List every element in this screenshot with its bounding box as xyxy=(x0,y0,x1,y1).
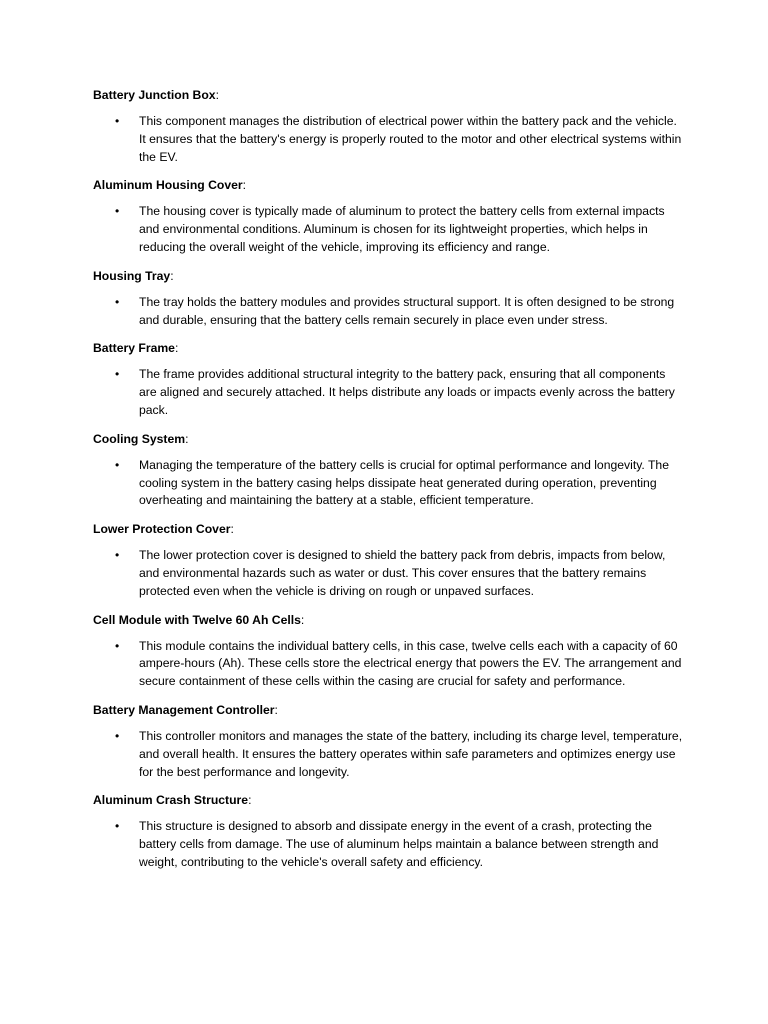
section-title-colon: : xyxy=(185,431,189,446)
list-item xyxy=(93,366,683,419)
list-item-text: Managing the temperature of the battery cells is crucial for optimal performance and longevity. The cooling system in the battery casing helps dissipate heat generated during operation, preventing overheating and maintaining the battery at a stable, efficient temperature. xyxy=(139,457,669,508)
list-item xyxy=(93,294,683,330)
section-title-colon: : xyxy=(242,178,247,193)
list-item-text: This module contains the individual battery cells, in this case, twelve cells each with a capacity of 60 ampere-hours (Ah). These cells store the electrical energy that powers the EV. The arrangement and secure containment of these cells within the casing are crucial for safety and performance. xyxy=(139,638,682,689)
section-heading xyxy=(93,431,683,448)
section-heading xyxy=(93,340,683,357)
bullet-list xyxy=(93,818,683,871)
list-item-text: This controller monitors and manages the state of the battery, including its charge level, temperature, and overall health. It ensures the battery operates within safe parameters and optimizes energy use for the best performance and longevity. xyxy=(139,728,683,779)
bullet-icon: • xyxy=(115,728,120,743)
list-item-text: This structure is designed to absorb and dissipate energy in the event of a crash, protecting the battery cells from damage. The use of aluminum helps maintain a balance between strength and weight, contributing to the vehicle's overall safety and efficiency. xyxy=(139,819,659,869)
bullet-list xyxy=(93,728,683,781)
list-item xyxy=(93,203,683,256)
section-battery-junction-box xyxy=(93,87,683,166)
bullet-icon: • xyxy=(115,638,120,653)
section-title: Aluminum Crash Structure xyxy=(93,793,249,808)
bullet-icon: • xyxy=(115,548,120,563)
bullet-list xyxy=(93,294,683,330)
list-item-text: The frame provides additional structural integrity to the battery pack, ensuring that all components are aligned and securely attached. It helps distribute any loads or impacts evenly across the battery pack. xyxy=(139,367,675,417)
bullet-icon: • xyxy=(115,457,120,472)
section-heading xyxy=(93,521,683,538)
section-housing-tray xyxy=(93,268,683,330)
section-heading xyxy=(93,87,683,104)
section-aluminum-housing-cover xyxy=(93,177,683,256)
bullet-icon: • xyxy=(115,819,120,834)
list-item xyxy=(93,113,683,166)
section-title: Battery Junction Box xyxy=(93,88,216,102)
section-heading xyxy=(93,268,683,285)
list-item-text: The lower protection cover is designed to shield the battery pack from debris, impacts from below, and environmental hazards such as water or dust. This cover ensures that the battery remains protected even when the vehicle is driving on rough or unpaved surfaces. xyxy=(139,548,666,598)
bullet-list xyxy=(93,203,683,256)
list-item xyxy=(93,728,683,781)
section-aluminum-crash-structure xyxy=(93,792,683,871)
bullet-icon: • xyxy=(115,204,120,219)
list-item-text: The tray holds the battery modules and provides structural support. It is often designed to be strong and durable, ensuring that the battery cells remain securely in place even under stress. xyxy=(139,294,675,327)
section-lower-protection-cover xyxy=(93,521,683,600)
bullet-list xyxy=(93,547,683,600)
section-title-colon: : xyxy=(300,612,305,627)
bullet-icon: • xyxy=(115,367,120,382)
section-battery-management-controller xyxy=(93,702,683,781)
section-cell-module xyxy=(93,612,683,691)
section-title: Cooling System xyxy=(93,431,186,446)
section-title-colon: : xyxy=(215,88,219,102)
section-heading xyxy=(93,177,683,194)
bullet-icon: • xyxy=(115,114,120,128)
section-title-colon: : xyxy=(230,522,234,537)
section-title: Lower Protection Cover xyxy=(93,522,231,537)
section-title: Housing Tray xyxy=(93,268,171,283)
section-title: Battery Management Controller xyxy=(93,702,275,717)
list-item xyxy=(93,638,683,691)
section-heading xyxy=(93,702,683,719)
section-title-colon: : xyxy=(174,341,179,356)
list-item xyxy=(93,547,683,600)
section-heading xyxy=(93,792,683,809)
section-title: Cell Module with Twelve 60 Ah Cells xyxy=(93,612,301,627)
section-heading xyxy=(93,612,683,629)
list-item xyxy=(93,818,683,871)
list-item-text: This component manages the distribution of electrical power within the battery pack and the vehicle. It ensures that the battery's energy is properly routed to the motor and other electrical systems within the EV. xyxy=(139,114,682,164)
document-page xyxy=(93,87,683,883)
section-title: Aluminum Housing Cover xyxy=(93,178,243,193)
bullet-list xyxy=(93,638,683,691)
bullet-list xyxy=(93,366,683,419)
section-title-colon: : xyxy=(274,702,278,717)
bullet-list xyxy=(93,457,683,510)
section-cooling-system xyxy=(93,431,683,510)
section-title-colon: : xyxy=(248,793,252,808)
section-battery-frame xyxy=(93,340,683,419)
list-item xyxy=(93,457,683,510)
bullet-list xyxy=(93,113,683,166)
section-title: Battery Frame xyxy=(93,341,175,356)
bullet-icon: • xyxy=(115,294,120,309)
list-item-text: The housing cover is typically made of aluminum to protect the battery cells from external impacts and environmental conditions. Aluminum is chosen for its lightweight properties, which helps in reducing the overall weight of the vehicle, improving its efficiency and range. xyxy=(139,204,665,254)
section-title-colon: : xyxy=(170,268,174,283)
